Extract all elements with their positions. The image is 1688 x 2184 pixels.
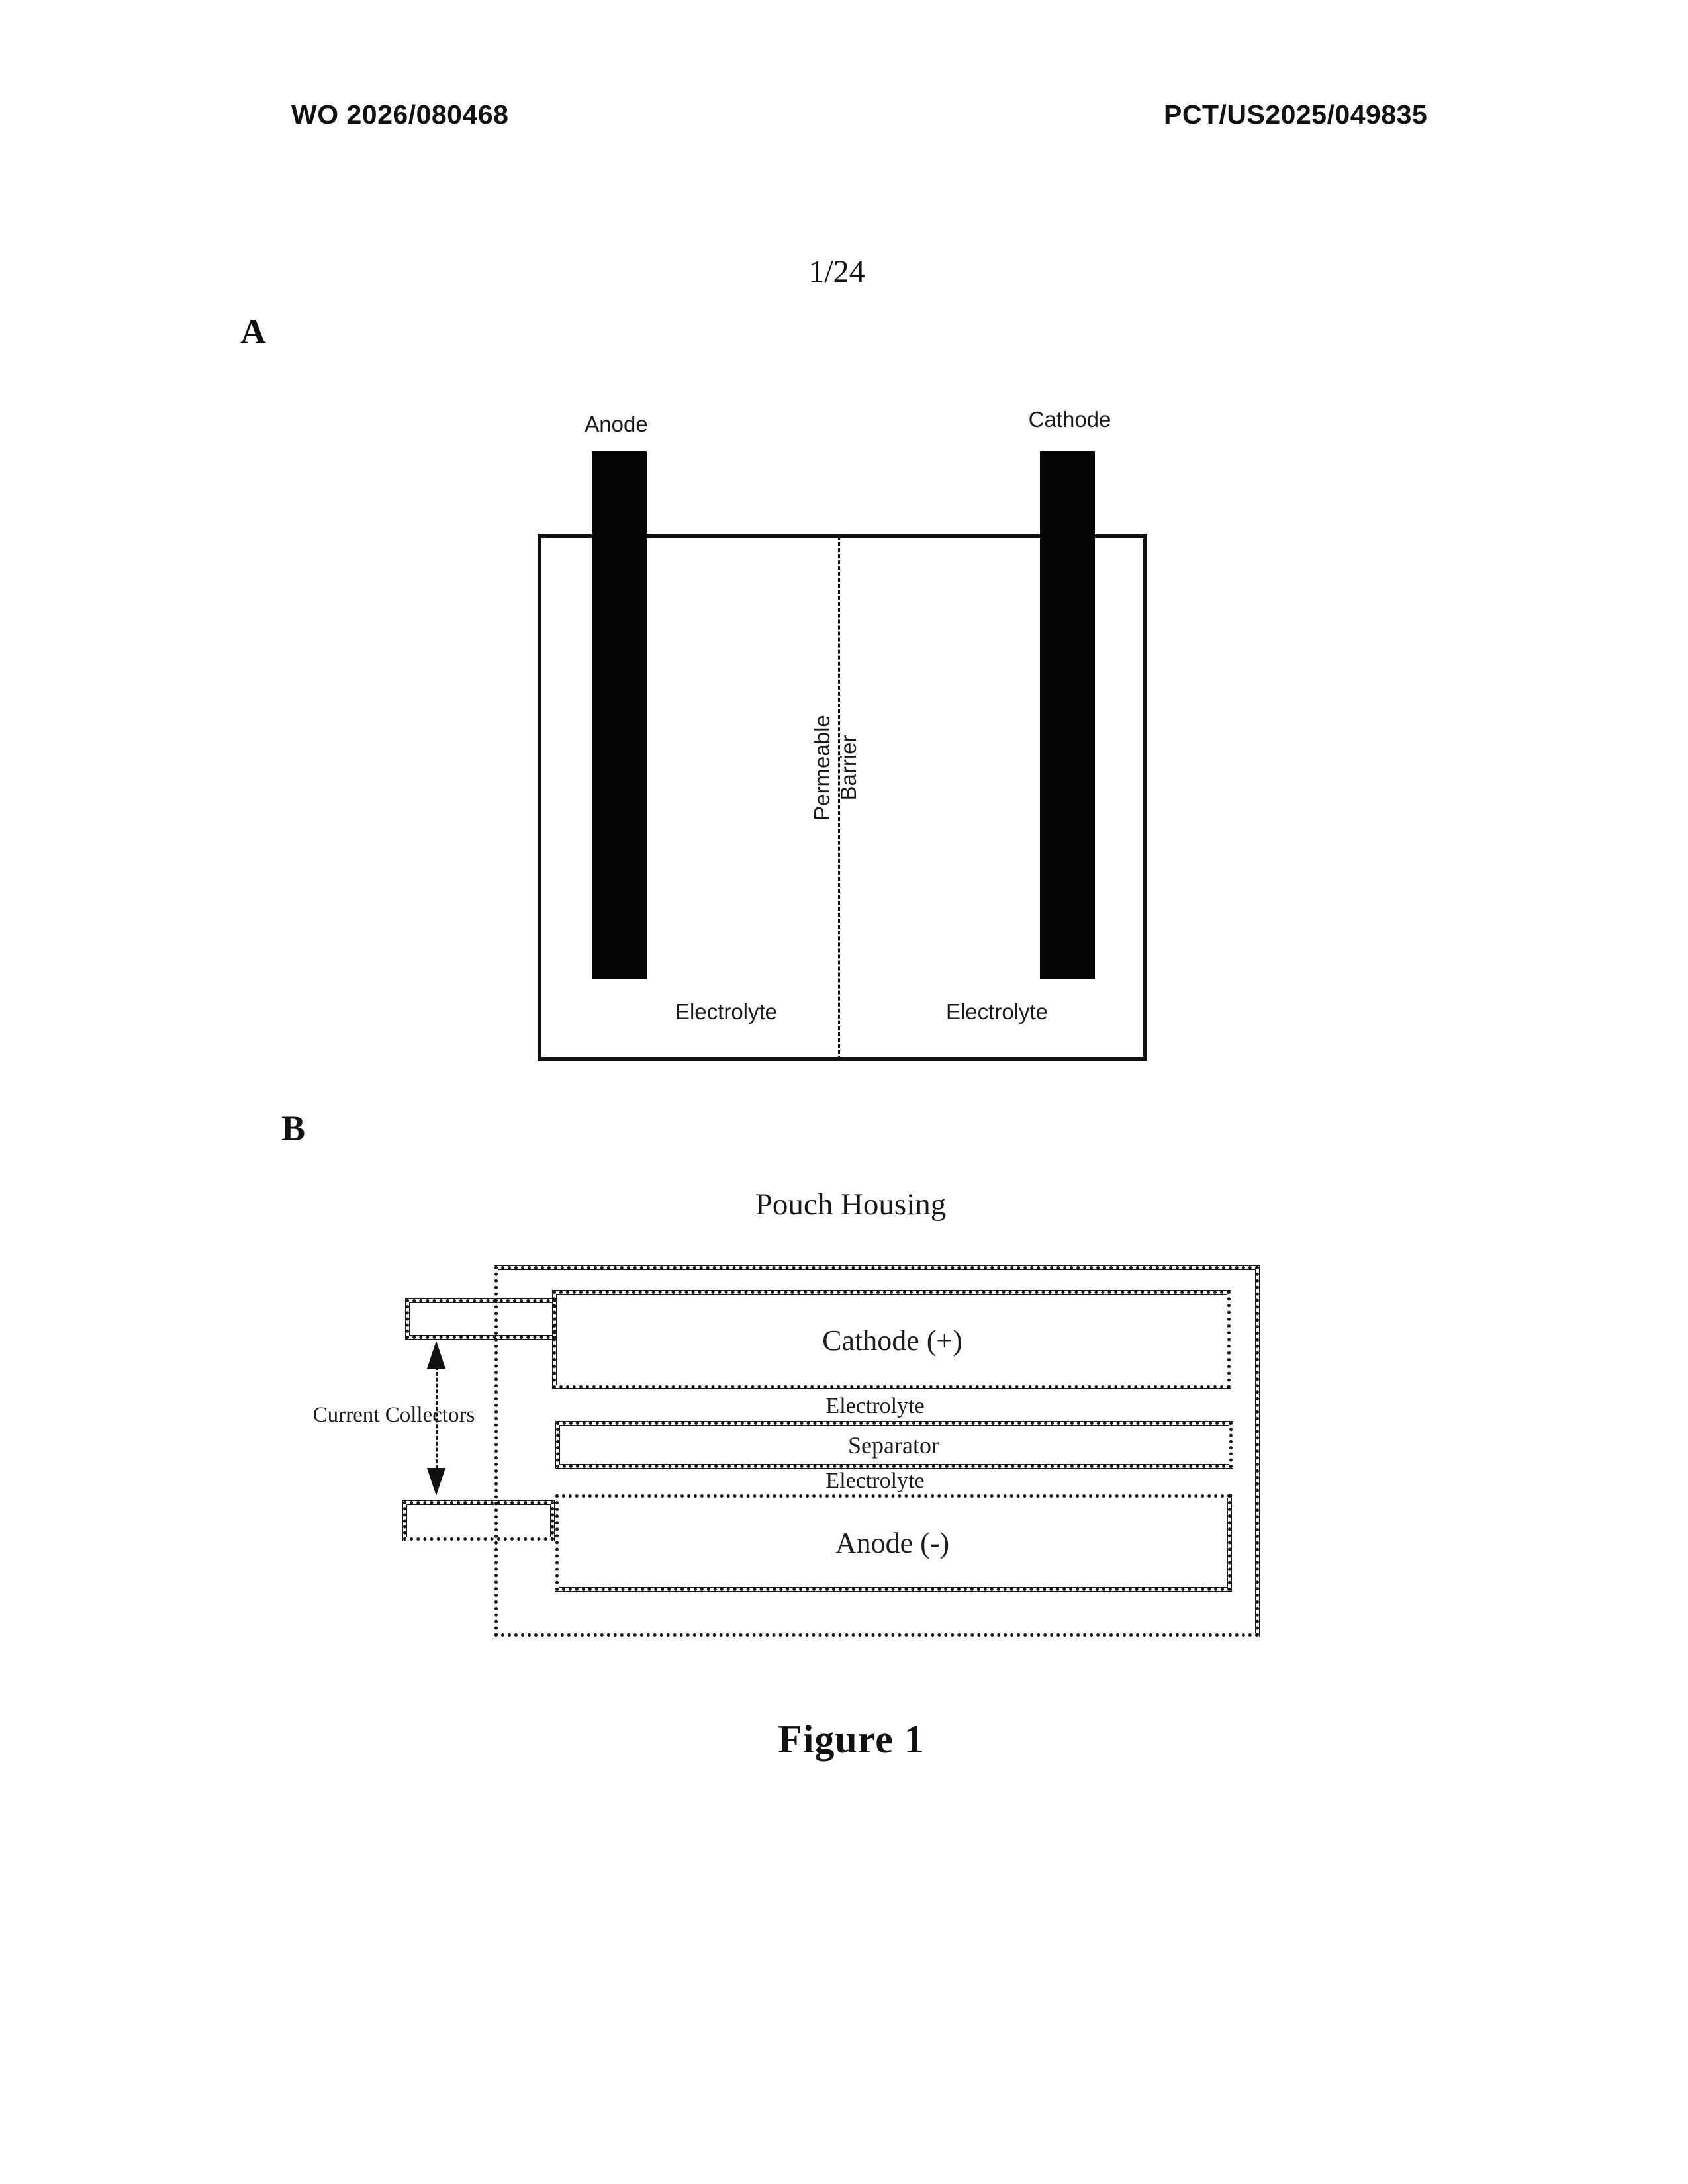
permeable-barrier-label-line2: Barrier	[836, 735, 861, 801]
cathode-electrode-bar	[1040, 451, 1095, 979]
electrolyte-left-label: Electrolyte	[675, 999, 778, 1024]
electrolyte-right-label: Electrolyte	[945, 999, 1049, 1024]
permeable-barrier-label	[809, 695, 862, 841]
cathode-plus-label: Cathode (+)	[822, 1324, 962, 1357]
arrow-down-icon	[427, 1468, 445, 1496]
anode-label: Anode	[585, 412, 648, 436]
panel-b-label: B	[281, 1109, 306, 1148]
application-number: PCT/US2025/049835	[1164, 99, 1428, 130]
current-collector-tab-bottom	[403, 1501, 554, 1541]
cathode-label: Cathode	[1028, 407, 1111, 432]
current-collector-tab-top	[406, 1299, 557, 1339]
electrolyte-bottom-label: Electrolyte	[825, 1469, 925, 1493]
figure-caption: Figure 1	[778, 1717, 925, 1761]
arrow-up-icon	[427, 1341, 445, 1369]
pouch-housing-title: Pouch Housing	[755, 1187, 947, 1222]
publication-number: WO 2026/080468	[291, 99, 509, 130]
page-number: 1/24	[808, 254, 865, 289]
electrolyte-top-label: Electrolyte	[825, 1394, 925, 1418]
permeable-barrier-label-line1: Permeable	[810, 715, 834, 821]
separator-label: Separator	[848, 1432, 939, 1459]
panel-a-label: A	[240, 312, 266, 351]
anode-electrode-bar	[592, 451, 647, 979]
current-collectors-label: Current Collectors	[312, 1403, 475, 1427]
anode-minus-label: Anode (-)	[835, 1527, 950, 1559]
